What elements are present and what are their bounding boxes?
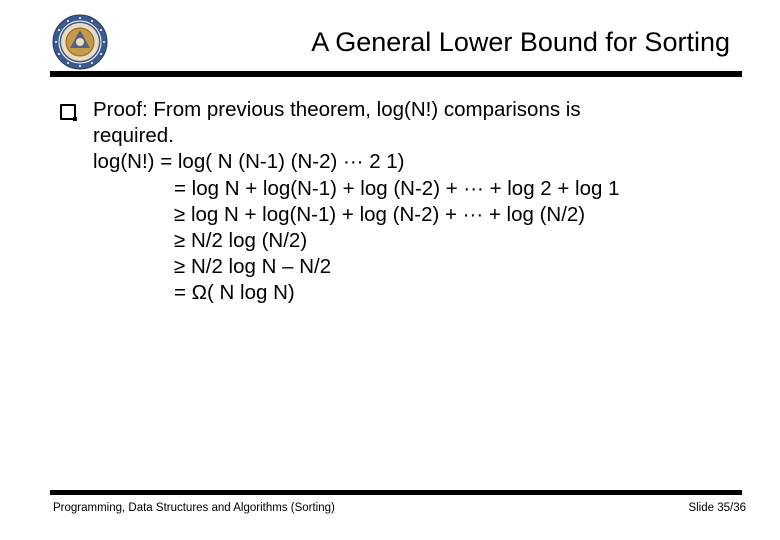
proof-line-1: Proof: From previous theorem, log(N!) comparisons is [93,98,581,121]
hollow-square-bullet-icon [60,104,76,120]
title-divider [50,71,742,77]
proof-line-6: ≥ N/2 log (N/2) [174,229,308,252]
proof-line-7: ≥ N/2 log N – N/2 [174,255,332,278]
footer-divider [50,490,742,495]
footer-course-title: Programming, Data Structures and Algorithms (Sorting) [53,502,335,514]
slide-title: A General Lower Bound for Sorting [311,27,730,57]
proof-line-8: = Ω( N log N) [174,281,295,304]
proof-line-5: ≥ log N + log(N-1) + log (N-2) + ··· + log (N/2) [174,203,586,226]
proof-line-3: log(N!) = log( N (N-1) (N-2) ··· 2 1) [93,150,405,173]
proof-line-2: required. [93,124,174,147]
slide-number: Slide 35/36 [688,502,746,514]
university-seal-icon [52,14,108,70]
proof-line-4: = log N + log(N-1) + log (N-2) + ··· + log 2 + log 1 [174,177,620,200]
